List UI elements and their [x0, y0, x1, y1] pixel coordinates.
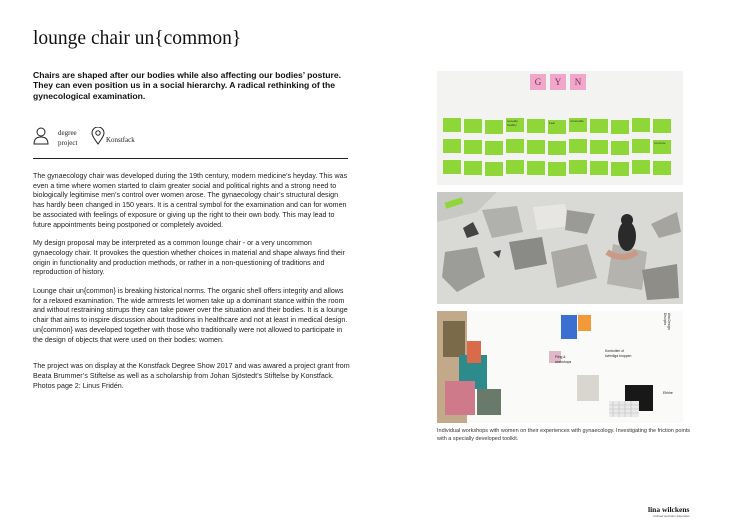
sticky-note — [443, 118, 461, 132]
sticky-note-letter: N — [570, 74, 586, 90]
sticky-note — [569, 139, 587, 153]
author-signature — [648, 505, 689, 518]
person-icon — [33, 127, 49, 145]
sticky-note — [548, 141, 566, 155]
sticky-note — [506, 160, 524, 174]
sticky-note — [611, 120, 629, 134]
sticky-note — [611, 141, 629, 155]
sticky-note — [632, 118, 650, 132]
project-meta — [33, 127, 353, 151]
material-swatches-photo — [437, 311, 683, 423]
sticky-note — [548, 162, 566, 176]
sticky-note: vulnerable — [569, 118, 587, 132]
author-name: lina wilckens — [648, 505, 690, 514]
sticky-note-letter: G — [530, 74, 546, 90]
paragraph: The gynaecology chair was developed during the 19th century, modern medicine’s heyday. This was even a time where women started to claim greater social and political rights and a strong need to biologically legitimise men’s control over women arose. The gynaecology chair’s structural design has hardly been changed in 150 years. It is a central symbol for the examination and can for women be associated with feelings of exposure or giving up the right to their own body. This may lead to future appointments being postponed or completely avoided. — [33, 172, 348, 229]
sticky-note — [485, 141, 503, 155]
paragraph: My design proposal may be interpreted as a common lounge chair - or a very uncommon gynaecology chair. It provokes the question whether choices in material and shape always find their origin in functionality and production methods, or rather in a non-questioning of traditions and reproduction of history. — [33, 239, 345, 277]
sticky-note — [485, 162, 503, 176]
board-note: Kontrollen of kvinnliga kroppen — [605, 349, 632, 358]
sticky-note — [569, 160, 587, 174]
sticky-note — [590, 161, 608, 175]
sticky-note — [632, 160, 650, 174]
sticky-note — [464, 140, 482, 154]
sticky-notes-photo — [437, 71, 683, 185]
sticky-note — [590, 119, 608, 133]
category-label: degree project — [58, 129, 78, 147]
workshop-table-photo — [437, 192, 683, 304]
sticky-note — [485, 120, 503, 134]
sticky-note — [653, 119, 671, 133]
lead-text: Chairs are shaped after our bodies while also affecting our bodies’ posture. They can even position us in a social hierarchy. A radical rethinking of the gynecological examination. — [33, 70, 342, 101]
author-subtitle: michael wechsler stipendiet — [652, 514, 690, 518]
toolkit-illustration — [437, 192, 683, 304]
location-label: Konstfack — [106, 136, 135, 144]
sticky-note — [632, 139, 650, 153]
board-note: Fling & workshops — [555, 355, 572, 364]
sticky-note — [464, 161, 482, 175]
sticky-note — [527, 119, 545, 133]
sticky-note — [590, 140, 608, 154]
page-title: lounge chair un{common} — [33, 28, 242, 49]
sticky-note — [443, 160, 461, 174]
sticky-note — [443, 139, 461, 153]
body-text — [33, 172, 351, 400]
paragraph: The project was on display at the Konstfack Degree Show 2017 and was awared a project grant from Beata Brummer’s Stiftelse as well as a scholarship from Johan Sjöstedt’s Stiftelse by Konstfack. Photos page 2: Linus Fridén. — [33, 362, 350, 390]
sticky-note — [611, 162, 629, 176]
location-pin-icon — [91, 127, 105, 145]
paragraph: Lounge chair un{common} is breaking historical norms. The organic shell offers integrity and allows for a relaxed examination. The wide armrests let women take up a dominant stance within the room and without restraining stirrups they can take power over the situation and their bodies. It is a lounge chair that aims to inspire discussion about traditions in healthcare and not at least in medical design. un{common} was developed together with those who traditionally were not allowed to participate in the design of objects that were used on their bodies: women. — [33, 287, 348, 344]
board-note: Aha Design Disciplin — [663, 313, 671, 330]
sticky-note: concrete — [653, 140, 671, 154]
sticky-note: Fear — [548, 120, 566, 134]
sticky-note — [527, 140, 545, 154]
sticky-note — [527, 161, 545, 175]
sticky-note — [506, 139, 524, 153]
swatches-illustration — [437, 311, 683, 423]
board-note: Ehhhe — [663, 391, 673, 395]
sticky-note-letter: Y — [550, 74, 566, 90]
divider — [33, 158, 348, 159]
sticky-note — [464, 119, 482, 133]
photo-caption: Individual workshops with women on their experiences with gynaecology. Investigating the friction points with a specially developed toolkit. — [437, 428, 691, 442]
sticky-note — [653, 161, 671, 175]
sticky-note: sexually healthy — [506, 118, 524, 132]
